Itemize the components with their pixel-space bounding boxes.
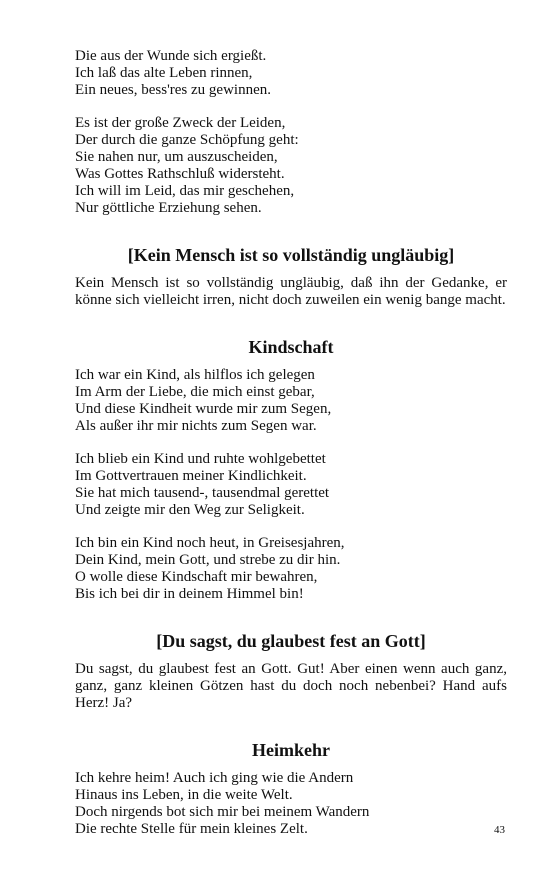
section-heading: [Kein Mensch ist so vollständig ungläubig] [127,245,455,265]
verse-line: Nur göttliche Erziehung sehen. [75,200,262,216]
poem-stanza [75,535,507,603]
verse-line: Was Gottes Rathschluß widersteht. [75,166,285,182]
section-heading: Heimkehr [252,740,330,760]
verse-line: Und zeigte mir den Weg zur Seligkeit. [75,502,305,518]
page-content [75,48,507,854]
verse-line: Bis ich bei dir in deinem Himmel bin! [75,586,304,602]
poem-stanza [75,115,507,217]
prose-paragraph: Kein Mensch ist so vollständig ungläubig, daß ihn der Gedanke, er könne sich vielleicht irren, nicht doch zuweilen ein wenig bange macht. [75,275,507,308]
prose-paragraph: Du sagst, du glaubest fest an Gott. Gut! Aber einen wenn auch ganz, ganz, ganz kleinen Götzen hast du doch noch nebenbei? Hand aufs Herz! Ja? [75,661,507,711]
verse-line: Hinaus ins Leben, in die weite Welt. [75,787,293,803]
verse-line: Doch nirgends bot sich mir bei meinem Wandern [75,804,370,820]
verse-line: Die aus der Wunde sich ergießt. [75,48,267,64]
poem-stanza [75,451,507,519]
verse-line: Ich bin ein Kind noch heut, in Greisesjahren, [75,535,345,551]
section-heading: [Du sagst, du glaubest fest an Gott] [156,631,426,651]
verse-line: Ich blieb ein Kind und ruhte wohlgebettet [75,451,326,467]
verse-line: Sie nahen nur, um auszuscheiden, [75,149,278,165]
verse-line: Als außer ihr mir nichts zum Segen war. [75,418,317,434]
verse-line: Ich war ein Kind, als hilflos ich gelegen [75,367,315,383]
verse-line: Ich kehre heim! Auch ich ging wie die Andern [75,770,354,786]
verse-line: Ein neues, bess'res zu gewinnen. [75,82,271,98]
page-number: 43 [494,824,505,836]
verse-line: O wolle diese Kindschaft mir bewahren, [75,569,318,585]
verse-line: Es ist der große Zweck der Leiden, [75,115,286,131]
verse-line: Im Arm der Liebe, die mich einst gebar, [75,384,315,400]
poem-stanza [75,48,507,99]
verse-line: Ich laß das alte Leben rinnen, [75,65,253,81]
verse-line: Der durch die ganze Schöpfung geht: [75,132,299,148]
verse-line: Und diese Kindheit wurde mir zum Segen, [75,401,332,417]
poem-stanza [75,770,507,838]
verse-line: Sie hat mich tausend-, tausendmal gerettet [75,485,330,501]
poem-stanza [75,367,507,435]
verse-line: Ich will im Leid, das mir geschehen, [75,183,295,199]
verse-line: Dein Kind, mein Gott, und strebe zu dir hin. [75,552,341,568]
section-heading: Kindschaft [248,337,334,357]
verse-line: Die rechte Stelle für mein kleines Zelt. [75,821,308,837]
verse-line: Im Gottvertrauen meiner Kindlichkeit. [75,468,307,484]
